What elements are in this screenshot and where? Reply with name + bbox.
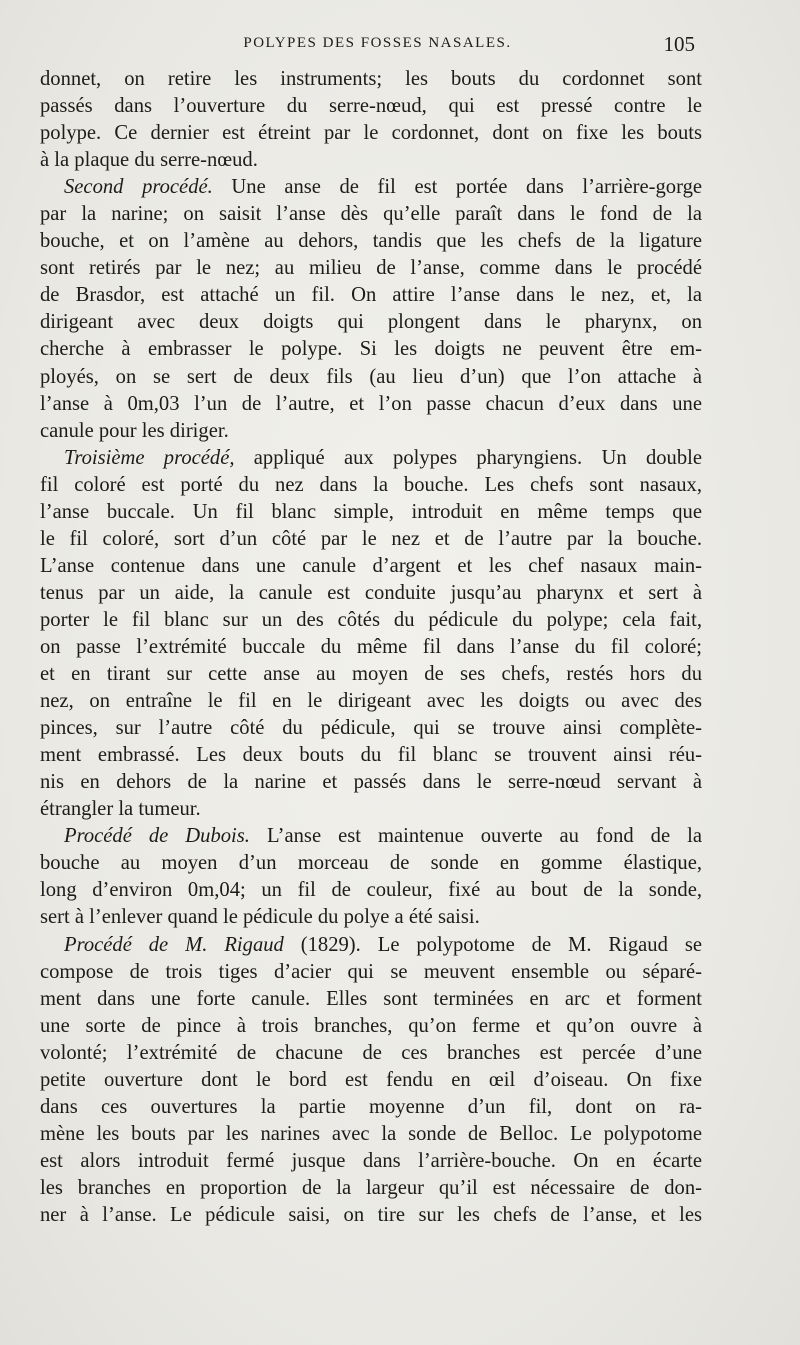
- text-line: on passe l’extrémité buccale du même fil dans l’anse du fil coloré;: [40, 635, 702, 658]
- paragraph: [40, 823, 702, 931]
- text-line: les branches en proportion de la largeur qu’il est nécessaire de don-: [40, 1176, 702, 1199]
- text-line: tenus par un aide, la canule est conduite jusqu’au pharynx et sert à: [40, 581, 702, 604]
- page-header: [40, 32, 695, 58]
- paragraph: [40, 445, 702, 824]
- text-line: sert à l’enlever quand le pédicule du polye a été saisi.: [40, 906, 480, 929]
- text-line: [40, 445, 702, 472]
- paragraph-heading: Procédé de M. Rigaud: [64, 933, 284, 956]
- text-line: bouche au moyen d’un morceau de sonde en gomme élastique,: [40, 852, 702, 875]
- text-line: ner à l’anse. Le pédicule saisi, on tire sur les chefs de l’anse, et les: [40, 1203, 702, 1226]
- text-run: appliqué aux polypes pharyngiens. Un double: [234, 446, 702, 469]
- text-line: ployés, on se sert de deux fils (au lieu d’un) que l’on attache à: [40, 365, 702, 388]
- text-line: volonté; l’extrémité de chacune de ces branches est percée d’une: [40, 1041, 702, 1064]
- text-line: canule pour les diriger.: [40, 419, 229, 442]
- text-line: ment embrassé. Les deux bouts du fil blanc se trouvent ainsi réu-: [40, 744, 702, 767]
- text-line: petite ouverture dont le bord est fendu en œil d’oiseau. On fixe: [40, 1068, 702, 1091]
- paragraph-heading: Second procédé.: [64, 176, 213, 199]
- text-line: dans ces ouvertures la partie moyenne d’un fil, dont on ra-: [40, 1095, 702, 1118]
- text-line: [40, 823, 702, 850]
- text-line: bouche, et on l’amène au dehors, tandis que les chefs de la ligature: [40, 230, 702, 253]
- text-line: étrangler la tumeur.: [40, 798, 201, 821]
- paragraph-heading: Procédé de Dubois.: [64, 825, 250, 848]
- running-title: POLYPES DES FOSSES NASALES.: [243, 35, 512, 51]
- text-run: (1829). Le polypotome de M. Rigaud se: [283, 933, 702, 956]
- text-line: compose de trois tiges d’acier qui se meuvent ensemble ou séparé-: [40, 960, 702, 983]
- text-line: donnet, on retire les instruments; les bouts du cordonnet sont: [40, 68, 702, 90]
- text-line: fil coloré est porté du nez dans la bouche. Les chefs sont nasaux,: [40, 473, 702, 496]
- paragraph: [40, 66, 702, 174]
- paragraph-heading: Troisième procédé,: [64, 446, 235, 469]
- text-line: nis en dehors de la narine et passés dans le serre-nœud servant à: [40, 771, 702, 794]
- text-line: cherche à embrasser le polype. Si les doigts ne peuvent être em-: [40, 338, 702, 361]
- body-text: [40, 66, 702, 1229]
- text-line: pinces, sur l’autre côté du pédicule, qui se trouve ainsi complète-: [40, 717, 702, 740]
- text-line: de Brasdor, est attaché un fil. On attire l’anse dans le nez, et, la: [40, 284, 702, 307]
- text-line: est alors introduit fermé jusque dans l’arrière-bouche. On en écarte: [40, 1149, 702, 1172]
- text-line: dirigeant avec deux doigts qui plongent dans le pharynx, on: [40, 311, 702, 334]
- text-line: sont retirés par le nez; au milieu de l’anse, comme dans le procédé: [40, 257, 702, 280]
- text-line: par la narine; on saisit l’anse dès qu’elle paraît dans le fond de la: [40, 203, 702, 226]
- text-line: mène les bouts par les narines avec la sonde de Belloc. Le polypotome: [40, 1122, 702, 1145]
- text-line: [40, 174, 702, 201]
- text-run: Une anse de fil est portée dans l’arrière-gorge: [212, 176, 703, 199]
- paragraph: [40, 174, 702, 444]
- text-line: et en tirant sur cette anse au moyen de ses chefs, restés hors du: [40, 663, 702, 686]
- text-line: une sorte de pince à trois branches, qu’on ferme et qu’on ouvre à: [40, 1014, 702, 1037]
- text-line: [40, 932, 702, 959]
- text-line: L’anse contenue dans une canule d’argent et les chef nasaux main-: [40, 554, 702, 577]
- text-line: nez, on entraîne le fil en le dirigeant avec les doigts ou avec des: [40, 690, 702, 713]
- text-line: polype. Ce dernier est étreint par le cordonnet, dont on fixe les bouts: [40, 122, 702, 145]
- text-line: passés dans l’ouverture du serre-nœud, qui est pressé contre le: [40, 95, 702, 118]
- text-line: l’anse à 0m,03 l’un de l’autre, et l’on passe chacun d’eux dans une: [40, 392, 702, 415]
- page-number: 105: [663, 32, 695, 56]
- text-line: ment dans une forte canule. Elles sont terminées en arc et forment: [40, 987, 702, 1010]
- text-line: le fil coloré, sort d’un côté par le nez et de l’autre par la bouche.: [40, 527, 702, 550]
- text-line: long d’environ 0m,04; un fil de couleur, fixé au bout de la sonde,: [40, 879, 702, 902]
- text-line: à la plaque du serre-nœud.: [40, 149, 258, 172]
- text-line: porter le fil blanc sur un des côtés du pédicule du polype; cela fait,: [40, 608, 702, 631]
- text-line: l’anse buccale. Un fil blanc simple, introduit en même temps que: [40, 500, 702, 523]
- text-run: L’anse est maintenue ouverte au fond de la: [249, 825, 702, 848]
- paragraph: [40, 932, 702, 1230]
